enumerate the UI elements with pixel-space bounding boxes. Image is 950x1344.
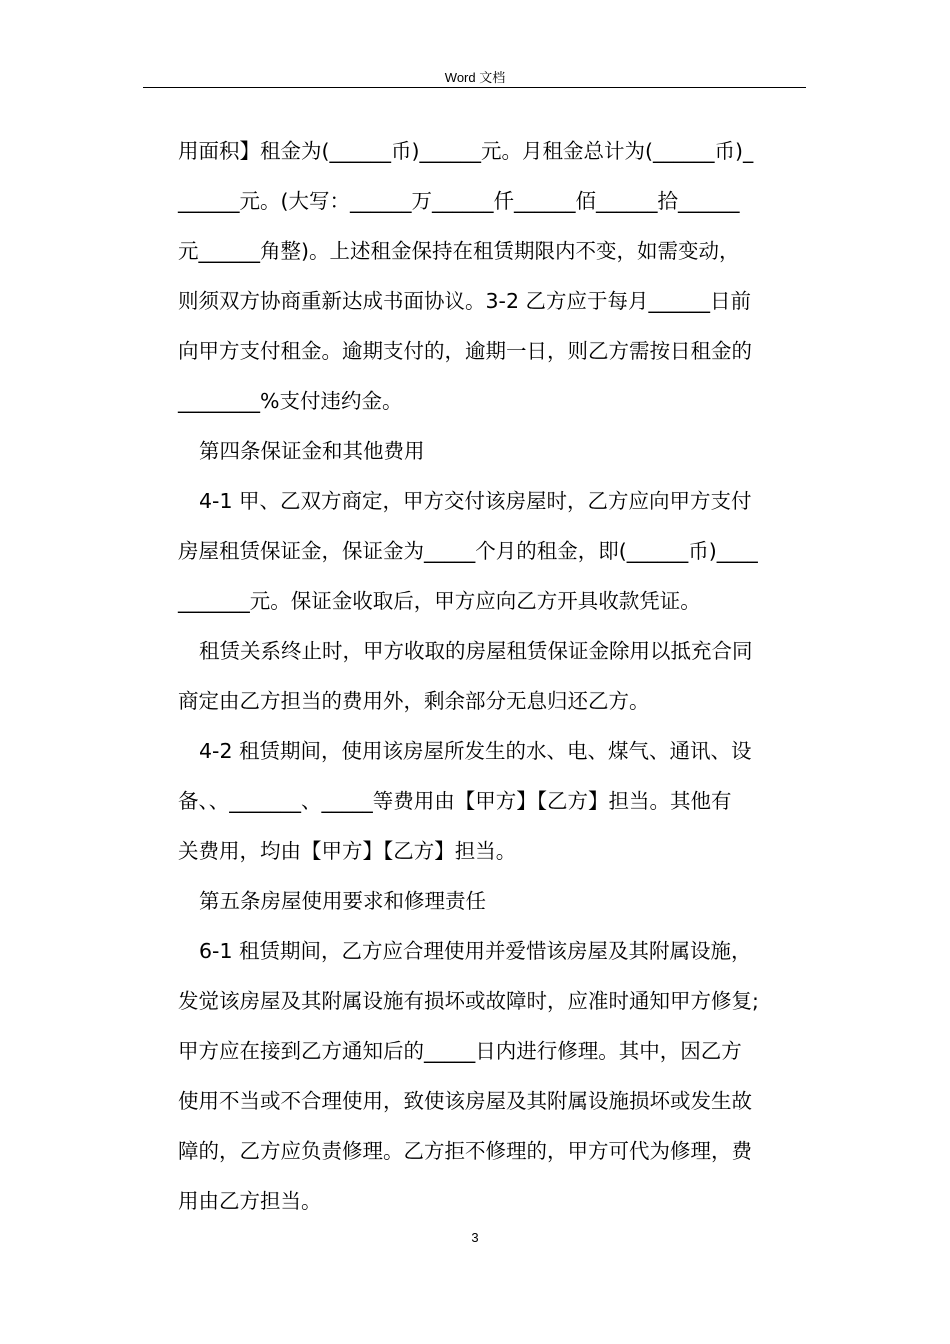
section-heading: 第四条保证金和其他费用 [199,439,425,463]
paragraph-line: _______元。保证金收取后，甲方应向乙方开具收款凭证。 [178,589,701,613]
section-heading: 第五条房屋使用要求和修理责任 [199,889,486,913]
document-body [178,126,838,1226]
paragraph-line: ______元。(大写：______万______仟______佰______拾______ [178,189,740,213]
paragraph-line: 发觉该房屋及其附属设施有损坏或故障时，应准时通知甲方修复; [178,989,759,1013]
header-divider [143,87,806,88]
paragraph-line: 用面积】租金为(______币)______元。月租金总计为(______币)_ [178,139,754,163]
page-header: Word 文档 [444,70,506,85]
paragraph-line: 备、、_______、_____等费用由【甲方】【乙方】担当。其他有 [178,789,732,813]
paragraph-line: 甲方应在接到乙方通知后的_____日内进行修理。其中，因乙方 [178,1039,742,1063]
page-number: 3 [471,1230,479,1245]
paragraph-line: 4-2 租赁期间，使用该房屋所发生的水、电、煤气、通讯、设 [199,739,752,763]
paragraph-line: 4-1 甲、乙双方商定，甲方交付该房屋时，乙方应向甲方支付 [199,489,752,513]
paragraph-line: 用由乙方担当。 [178,1189,322,1213]
paragraph-line: 向甲方支付租金。逾期支付的，逾期一日，则乙方需按日租金的 [178,339,752,363]
paragraph-line: 元______角整)。上述租金保持在租赁期限内不变，如需变动， [178,239,740,263]
paragraph-line: 关费用，均由【甲方】【乙方】担当。 [178,839,517,863]
paragraph-line: 房屋租赁保证金，保证金为_____个月的租金，即(______币)____ [178,539,758,563]
paragraph-line: 商定由乙方担当的费用外，剩余部分无息归还乙方。 [178,689,650,713]
paragraph-line: ________%支付违约金。 [178,389,403,413]
paragraph-line: 则须双方协商重新达成书面协议。3-2 乙方应于每月______日前 [178,289,751,313]
paragraph-line: 6-1 租赁期间，乙方应合理使用并爱惜该房屋及其附属设施， [199,939,752,963]
paragraph-line: 租赁关系终止时，甲方收取的房屋租赁保证金除用以抵充合同 [199,639,753,663]
paragraph-line: 使用不当或不合理使用，致使该房屋及其附属设施损坏或发生故 [178,1089,752,1113]
paragraph-line: 障的，乙方应负责修理。乙方拒不修理的，甲方可代为修理，费 [178,1139,752,1163]
